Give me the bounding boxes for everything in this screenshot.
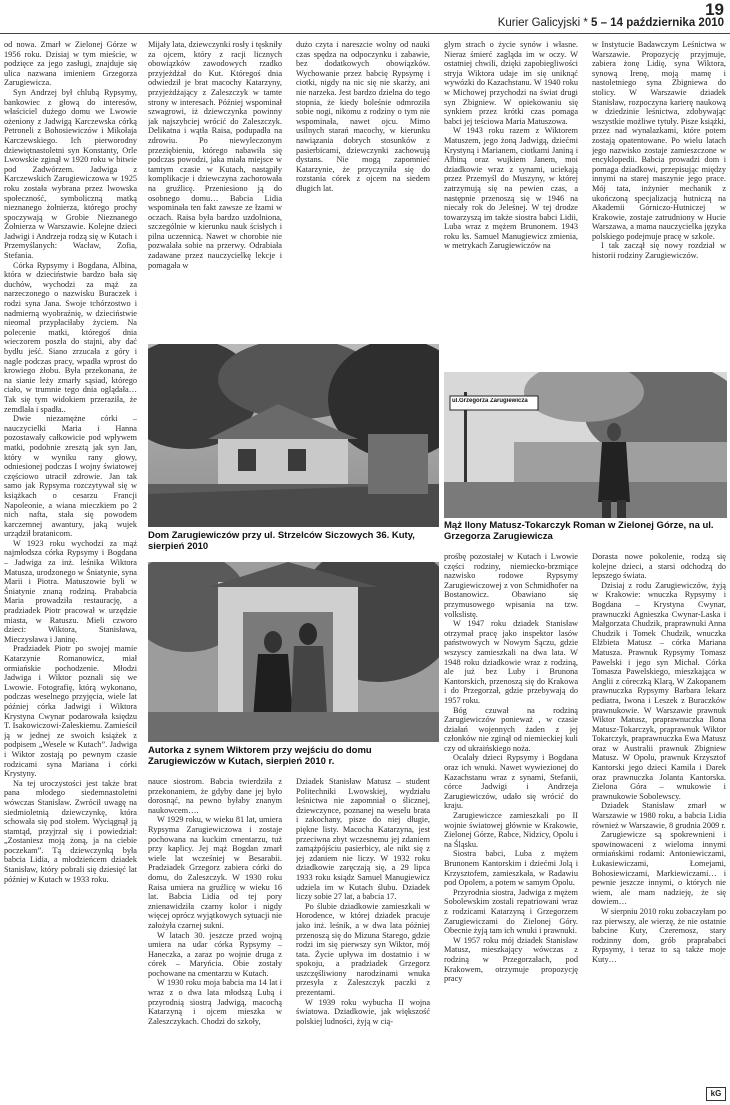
- paragraph: od nowa. Zmarł w Zielonej Górze w 1956 roku. Dzisiaj w tym mieście, w podzięce za jego zasługi, znajduje się ulica nazwana imieniem Grzegorza Zarugiewicza.: [4, 40, 137, 88]
- paragraph: Dziadek Stanisław Matusz – student Politechniki Lwowskiej, wydziału leśnictwa nie zapomniał o ślicznej, dziewczynce, poznanej na weselu brata i zakochany, pisze do niej długie, piękne listy. Macocha Katarzyna, jest przeciwna zbyt wczesnemu jej zdaniem zamążpójściu pasierbicy, ale nikt się z jej zdaniem nie liczy. W 1932 roku dziadkowie zaręczają się, a 29 lipca 1933 roku ksiądz Samuel Manugiewicz udziela im w Kutach ślubu. Dziadek liczy sobie 27 lat, a babcia 17.: [296, 777, 430, 902]
- street-sign-text: ul.Grzegorza Zarugiewicza: [452, 398, 528, 404]
- publication-logo: kG: [706, 1087, 726, 1101]
- column-2-bottom: [148, 777, 282, 1099]
- paragraph: glym strach o życie synów i własne. Nieraz śmierć zagląda im w oczy. W ostatniej chwili, dzięki zapobiegliwości stryja Wiktora udaje im się uniknąć wywózki do Kazachstanu. W 1940 roku w Michowej przychodzi na świat drugi syn Zbigniew. W opiekowaniu się synkiem przez krótki czas pomaga babci jej teściowa Maria Matuszowa.: [444, 40, 578, 126]
- column-5-top: [592, 40, 726, 370]
- paragraph: W 1947 roku dziadek Stanisław otrzymał pracę jako inspektor lasów państwowych w Nowym Sączu, gdzie wszyscy zamieszkali na dwa lata. W 1948 roku dziadkowie wraz z rodziną, ale już bez Luby i Brunona Kantorskich, przenoszą się do Krakowa i do Przegorzał, gdzie przebywają do 1957 roku.: [444, 619, 578, 705]
- paragraph: Bóg czuwał na rodziną Zarugiewiczów ponieważ , w czasie działań wojennych żaden z jej członków nie zginął od niemieckiej kuli czy od ukraińskiego noża.: [444, 705, 578, 753]
- paragraph: Dwie niezamężne córki – nauczycielki Maria i Hanna pozostawały całkowicie pod wpływem matki, podobnie zresztą jak syn Jan, który w wyniku rany głowy, odniesionej podczas I wojny światowej częściowo utracił zdrowie. Jan tak samo jak Rypsyma rozczytywał się w książkach o cesarzu Francji Napoleonie, a wiana mieczkiem po 2 nich nafta, stała się powodem karczemnej awantury, jaką wujek urządził bratanicom.: [4, 414, 137, 539]
- paragraph: Zarugiewicze są spokrewnieni i spowinowaceni z wieloma innymi ormiańskimi rodami: Antoniewiczami, Łukasiewiczami, Łomejami, Bohosiewiczami, Markiewiczami… i pewnie jeszcze innymi, o których nie wiem, ale mam nadzieję, że się dowiem…: [592, 830, 726, 907]
- column-4-bottom: [444, 552, 578, 1100]
- paragraph: Ocalały dzieci Rypsymy i Bogdana oraz ich wnuki. Nawet wywiezionej do Kazachstanu wraz z synami, Stefanii, córce Jadwigi i Andrzeja Zarugiewiczów, udało się wrócić do kraju.: [444, 753, 578, 811]
- photo-house-kuty: [148, 344, 439, 527]
- caption-house: Dom Zarugiewiczów przy ul. Strzelców Siczowych 36. Kuty, sierpień 2010: [148, 530, 415, 552]
- running-header: [498, 17, 724, 29]
- column-3-top: [296, 40, 430, 340]
- column-1: [4, 40, 137, 1098]
- paragraph: Na tej uroczystości jest także brat pana młodego siedemnastoletni wówczas Stanisław. Zwrócił uwagę na siedmioletnią dziewczynkę, która schowała się pod stołem. Wyciągnął ją stamtąd, przyjrzał się i powiedział: „Zostaniesz moją żoną, ja na ciebie poczekam”. Tą dziewczynką była babcia Lidia, a młodzieńcem dziadek Stanisław, który pobrali się dziesięć lat później w Kutach w 1933 roku.: [4, 778, 137, 884]
- caption-street: Mąż Ilony Matusz-Tokarczyk Roman w Zielonej Górze, na ul. Grzegorza Zarugiewicza: [444, 520, 714, 542]
- paragraph: W 1939 roku wybucha II wojna światowa. Dziadkowie, jak większość polskiej ludności, żyją w cią-: [296, 997, 430, 1026]
- publication-name: Kurier Galicyjski: [497, 17, 581, 29]
- paragraph: W 1957 roku mój dziadek Stanisław Matusz, mieszkający wówczas z rodziną w Przegorzałach, pod Krakowem, otrzymuje propozycję pracy: [444, 935, 578, 984]
- header-rule: [0, 33, 730, 34]
- paragraph: Siostra babci, Luba z mężem Brunonem Kantorskim i dziećmi Jolą i Krzysztofem, zamieszkała, w Radawiu pod Opolem, a potem w samym Opolu.: [444, 849, 578, 888]
- paragraph: Mijały lata, dziewczynki rosły i tęskniły za ojcem, który z racji licznych obowiązków zawodowych rzadko przyjeżdżał do Kut. Któregoś dnia odwiedził je brat macochy Katarzyny, przyjeżdżający z Zaleszczyk w tamte strony w interesach. Później wspominał szwagrowi, iż dziewczynka powinny jak najszybciej wrócić do Zaleszczyk. Delikatna i wątła Raisa, podupadła na zdrowiu. Po niewyleczonym przeziębieniu, którego nabawiła się podczas powodzi, jaka miała miejsce w tamtym czasie w Kutach, nastąpiły komplikacje i dziewczyna zachorowała na gruźlicę. Przeniesiono ją do osobnego domu… Babcia Lidia wspominała ten fakt zawsze ze łzami w oczach. Raisa była bardzo uzdolniona, szczególnie w kierunku nauk ścisłych i pilna uczennicą. Nawet w chorobie nie pozwalała sobie na przerwy. Odrabiała zadawane przez nauczycielkę lekcje i pomagała w: [148, 40, 282, 270]
- paragraph: Syn Andrzej był chlubą Rypsymy, bankowiec z głową do interesów, właściciel dużego domu we Lwowie ożeniony z Jadwigą Karczewska córką Petroneli z Bohosiewiczów i Mikołaja Karczewskiego. Ich pierworodny dziewiętnastoletni syn Konstanty, Orle Lwowskie zginął w 1920 roku w bitwie pod Zadwórzem. Jadwiga z Karczewskich Zarugiewiczowa w 1925 roku została wybrana przez lwowska społeczność, symboliczną matką nieznanego żołnierza, którego prochy spoczywają w Grobie Nieznanego Żołnierza w Warszawie. Kolejne dzieci Jadwigi i Andrzeja rodzą się w Kutach i Przemyślanych: Wacław, Zofia, Stefania.: [4, 87, 137, 261]
- header-separator: *: [580, 17, 592, 29]
- paragraph: Przyrodnia siostra, Jadwiga z mężem Sobolewskim zostali repatriowani wraz z rodzicami Katarzyną i Grzegorzem Zarugiewiczami do Zielonej Góry. Obecnie żyją tam ich wnuki i prawnuki.: [444, 887, 578, 936]
- photo-author-son: [148, 562, 439, 742]
- paragraph: W 1923 roku wychodzi za mąż najmłodsza córka Rypsymy i Bogdana – Jadwiga za inż. leśnika Wiktora Matusza, urodzonego w Śniatynie, syna Marii i Piotra. Matuszowie byli w Śniatynie znaną rodziną. Prababcia Maria prowadziła restaurację, a pradziadek Piotr pracował w urzędzie miasta, w Ratuszu. Mieli czworo dzieci: Wiktora, Stanisława, Mieczysława i Janinę.: [4, 538, 137, 644]
- paragraph: W sierpniu 2010 roku zobaczyłam po raz pierwszy, ale wierzę, że nie ostatnie babcine Kuty, Czeremosz, stary rodzinny dom, grób praprababci Rypsymy, i teraz to są także moje Kuty…: [592, 906, 726, 964]
- paragraph: prośbę pozostałej w Kutach i Lwowie części rodziny, niemiecko-brzmiące nazwisko rodowe Rypsymy Zarugiewiczowej z von Schmidhofer na Bostanowicz. Obawiano się przymusowego wpisania na tzw. volkslistę.: [444, 552, 578, 619]
- paragraph: W latach 30. jeszcze przed wojną umiera na udar córka Rypsymy – Haneczka, a zaraz po wojnie druga z córek – Maryńcia. Obie zostały pochowane na cmentarzu w Kutach.: [148, 930, 282, 978]
- paragraph: dużo czyta i nareszcie wolny od nauki czas spędza na odpoczynku i zabawie, bez dodatkowych obowiązków. Wychowanie przez babcię Rypsymę i ciotki, nigdy na nic się nie skarży, ani nie narzeka. Jest bardzo dzielna do tego stopnia, że kiedy boleśnie odmroziła sobie nogi, nikomu z rodziny o tym nie wspominała, nawet ojcu. Mimo usilnych starań macochy, w kierunku nawiązania dobrych stosunków z pasierbicami, dziewczynki zachowują dystans. Nie mogą zapomnieć Katarzynie, że przyczyniła się do rozstania córek z ojcem na siedem długich lat.: [296, 40, 430, 193]
- paragraph: I tak zaczął się nowy rozdział w historii rodziny Zarugiewiczów.: [592, 241, 726, 261]
- paragraph: w Instytucie Badawczym Leśnictwa w Warszawie. Propozycję przyjmuje, zabiera żonę Lidię, syna Wiktora, synową Irenę, moją mamę i nastoletniego syna Zbigniewa do stolicy. W Warszawie dziadek Stanisław, rozpoczyna karierę naukową w dziedzinie leśnictwa, zdobywając wszystkie możliwe tytuły. Pisze książki, przez nad wynalazkami, które potem zostają opatentowane. Po wielu latach jego nazwisko zostaje zamieszczone w encyklopedii. Babcia prowadzi dom i pomaga dziadkowi, przepisując między innymi na starej maszynie jego prace. Mój tata, inżynier mechanik z ukończoną specjalizacją hutniczą na Akademii Górniczo-Hutniczej w Krakowie, zostaje zatrudniony w Hucie Warszawa, a mama nauczycielka języka polskiego podejmuje pracę w szkole.: [592, 40, 726, 241]
- caption-author: Autorka z synem Wiktorem przy wejściu do domu Zarugiewiczów w Kutach, sierpień 2010 r.: [148, 745, 372, 767]
- page-number: 19: [705, 0, 724, 19]
- paragraph: Dziadek Stanisław zmarł w Warszawie w 1980 roku, a babcia Lidia również w Warszawie, 8 grudnia 2009 r.: [592, 801, 726, 830]
- paragraph: Po ślubie dziadkowie zamieszkali w Horodence, w której dziadek pracuje jako inż. leśnik, a w dwa lata później przenoszą się do Mizuna Starego, gdzie rodzi im się pierwszy syn Wiktor, mój tata. Życie upływa im dostatnio i w spokoju, a pradziadek Grzegorz uszczęśliwiony narodzinami wnuka przesyła z Zaleszczyk paczki z prezentami.: [296, 901, 430, 998]
- paragraph: W 1943 roku razem z Wiktorem Matuszem, jego żoną Jadwigą, dziećmi Krystyną i Marianem, ciotkami Janiną i Albiną oraz wujkiem Janem, moi dziadkowie wraz z synami, uciekają przez Przemyśl do Muszyny, w której zatrzymują się na pewien czas, a następnie przenoszą się w 1946 na niecały rok do Jeleśnej. W tej drodze towarzyszą im także siostra babci Lidii, Luba wraz z mężem Brunonem. 1943 roku ks. Samuel Manugiewicz zmienia, w metrykach Zarugiewiczów na: [444, 126, 578, 251]
- paragraph: nauce siostrom. Babcia twierdziła z przekonaniem, że gdyby dane jej było dorosnąć, na pewno byłaby znanym naukowcem….: [148, 777, 282, 815]
- paragraph: Dorasta nowe pokolenie, rodzą się kolejne dzieci, a starsi odchodzą do lepszego świata.: [592, 552, 726, 581]
- paragraph: W 1930 roku moja babcia ma 14 lat i wraz z o dwa lata młodszą Lubą i przyrodnią siostrą Jadwigą, macochą Katarzyną i ojcem mieszka w Zaleszczykach. Chodzi do szkoły,: [148, 978, 282, 1026]
- paragraph: Pradziadek Piotr po swojej mamie Katarzynie Romanowicz, miał ormiańskie pochodzenie. Młodzi Jadwiga i Wiktor poznali się we Lwowie. Fotografię, którą wykonano, podczas weselnego przyjęcia, wiele lat później córka Jadwigi i Wiktora Krystyna Cwynar podarowała księdzu T. Isakowiczowi-Zaleskiemu. Zamieścił ją w jednej ze swoich książek z podpisem „Wesele w Kutach”. Jadwiga i Wiktor zostają po pewnym czasie rodzicami syna Mariana i córki Krystyny.: [4, 644, 137, 779]
- issue-date: 5 – 14 października 2010: [591, 17, 724, 29]
- paragraph: Zarugiewiczce zamieszkali po II wojnie światowej głównie w Krakowie, Zielonej Górze, Rabce, Nidzicy, Opolu i na Śląsku.: [444, 811, 578, 849]
- paragraph: W 1929 roku, w wieku 81 lat, umiera Rypsyma Zarugiewiczowa i zostaje pochowana na kuckim cmentarzu, tuż przy kaplicy. Jej mąż Bogdan zmarł wiele lat wcześniej w Besarabii. Pradziadek Grzegorz zabiera córki do domu, do Zaleszczyk. W 1930 roku Raisa umiera na gruźlicę w wieku 16 lat. Babcia Lidia od tej pory znienawidziła czarny kolor i nigdy więcej oprócz wyjątkowych sytuacji nie założyła czarnej sukni.: [148, 815, 282, 930]
- photo-street-sign: [444, 372, 727, 518]
- column-5-bottom: [592, 552, 726, 1092]
- paragraph: Córka Rypsymy i Bogdana, Albina, która w dzieciństwie bardzo bała się duchów, wychodzi za mąż za narzeczonego o nazwisku Buraczek i rodzi syna Jana. Swoje tchórzostwo i nadmierną wyobraźnię, w dzieciństwie nieomal przypłaciłaby życiem. Na polecenie matki, któregoś dnia wieczorem poszła do stajni, aby dać bydłu jeść. Siano zrzucała z góry i nagle podczas pracy, wpadła wprost do krowiego żłobu. Była przekonana, że na sianie leży zmarły sąsiad, którego ciało, w trumnie tego dnia oglądała… Tak się tym widokiem przeraziła, że zemdlała i spadła..: [4, 260, 137, 414]
- paragraph: Dzisiaj z rodu Zarugiewiczów, żyją w Krakowie: wnuczka Rypsymy i Bogdana – Krystyna Cwynar, prawnuczki Agnieszka Cwynar-Laska i Małgorzata Chudzik, praprawnuki Anna Chudzik i Tomek Chudzik, wnuczka Elżbieta Matusz – córka Mariana Matusza. Prawnuk Rypsymy Tomasz Pawelski i jego syn Michał. Córka Tomasza Pawelskiego, mieszkająca w Anglii z córeczką Klarą, W Zakopanem prawnuczka Rypsymy Barbara lekarz pediatra, Iwona i Leszek z Buraczków prawnukowie. W Warszawie prawnuk Wiktor Matusz, praprawnuczka Ilona Matusz-Tokarczyk, praprawnuk Wiktor Tokarczyk, praprawnuczka Ewa Matusz oraz w Australii prawnuk Zbigniew Matusz. W Opolu, prawnuk Krzysztof Kantorski jego dzieci Kamila i Darek oraz prawnuczka Jolanta Kantorska. Zielona Góra – wnukowie i prawnukowie Sobolewscy.: [592, 580, 726, 801]
- column-3-bottom: [296, 777, 430, 1099]
- column-4-top: [444, 40, 578, 390]
